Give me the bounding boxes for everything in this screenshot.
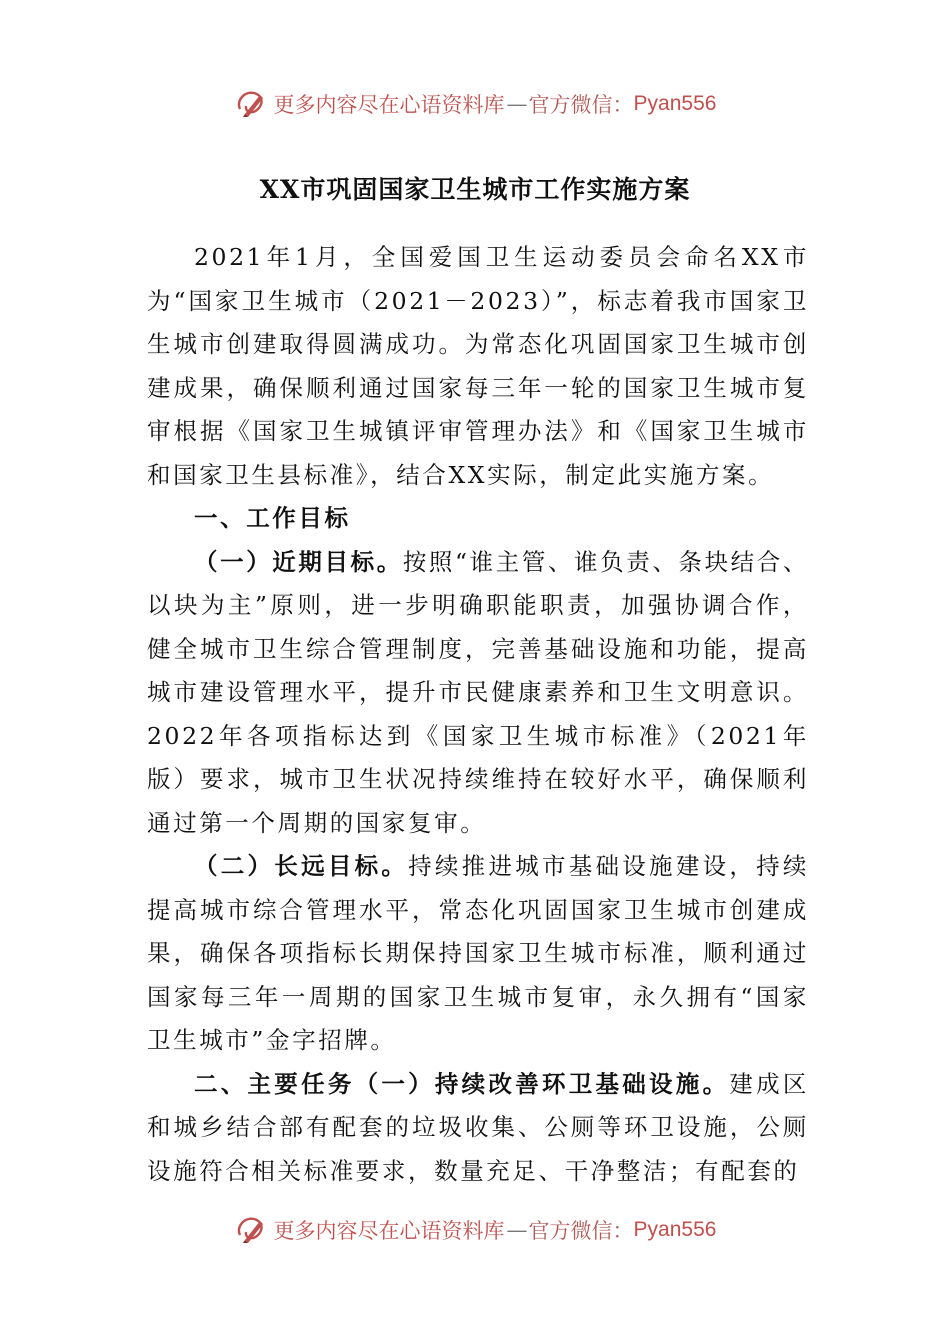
goal2-text: 持续推进城市基础设施建设，持续提高城市综合管理水平，常态化巩固国家卫生城市创建成果，确保各项指标长期保持国家卫生城市标准，顺利通过国家每三年一周期的国家卫生城市复审，永久拥有“国家卫生城市”金字招牌。 (147, 852, 809, 1054)
goal1-lead: （一）近期目标。 (194, 547, 403, 576)
section1-heading: 一、工作目标 (194, 504, 351, 532)
intro-paragraph: 2021年1月，全国爱国卫生运动委员会命名XX市为“国家卫生城市（2021－2023）”，标志着我市国家卫生城市创建取得圆满成功。为常态化巩固国家卫生城市创建成果，确保顺利通过国家每三年一轮的国家卫生城市复审根据《国家卫生城镇评审管理办法》和《国家卫生城市和国家卫生县标准》，结合XX实际，制定此实施方案。 (147, 243, 809, 489)
section2-lead: 二、主要任务（一）持续改善环卫基础设施。 (194, 1069, 730, 1098)
goal2-paragraph (147, 845, 809, 1063)
goal2-lead: （二）长远目标。 (194, 852, 409, 880)
header-banner (0, 84, 950, 124)
footer-banner (0, 1210, 950, 1250)
section2-paragraph (147, 1063, 809, 1194)
banner-dash: — (506, 1218, 527, 1242)
banner-main-text: 更多内容尽在心语资料库 (273, 1219, 505, 1243)
goal1-paragraph (147, 541, 809, 846)
section2-text: 建成区和城乡结合部有配套的垃圾收集、公厕等环卫设施，公厕设施符合相关标准要求，数量充足、干净整洁；有配套的 (147, 1069, 809, 1185)
document-title: XX市巩固国家卫生城市工作实施方案 (259, 175, 691, 204)
banner-official-label: 官方微信： (528, 1219, 634, 1243)
pen-swirl-logo-icon (234, 87, 268, 121)
banner-wechat-id: Pyan556 (633, 92, 717, 115)
banner-wechat-id: Pyan556 (633, 1218, 717, 1241)
banner-dash: — (506, 92, 527, 116)
document-body (147, 236, 809, 1193)
banner-main-text: 更多内容尽在心语资料库 (273, 93, 505, 117)
pen-swirl-logo-icon (234, 1213, 268, 1247)
banner-official-label: 官方微信： (528, 93, 634, 117)
goal1-text: 按照“谁主管、谁负责、条块结合、以块为主”原则，进一步明确职能职责，加强协调合作，健全城市卫生综合管理制度，完善基础设施和功能，提高城市建设管理水平，提升市民健康素养和卫生文明意识。2022年各项指标达到《国家卫生城市标准》（2021年版）要求，城市卫生状况持续维持在较好水平，确保顺利通过第一个周期的国家复审。 (147, 547, 809, 837)
